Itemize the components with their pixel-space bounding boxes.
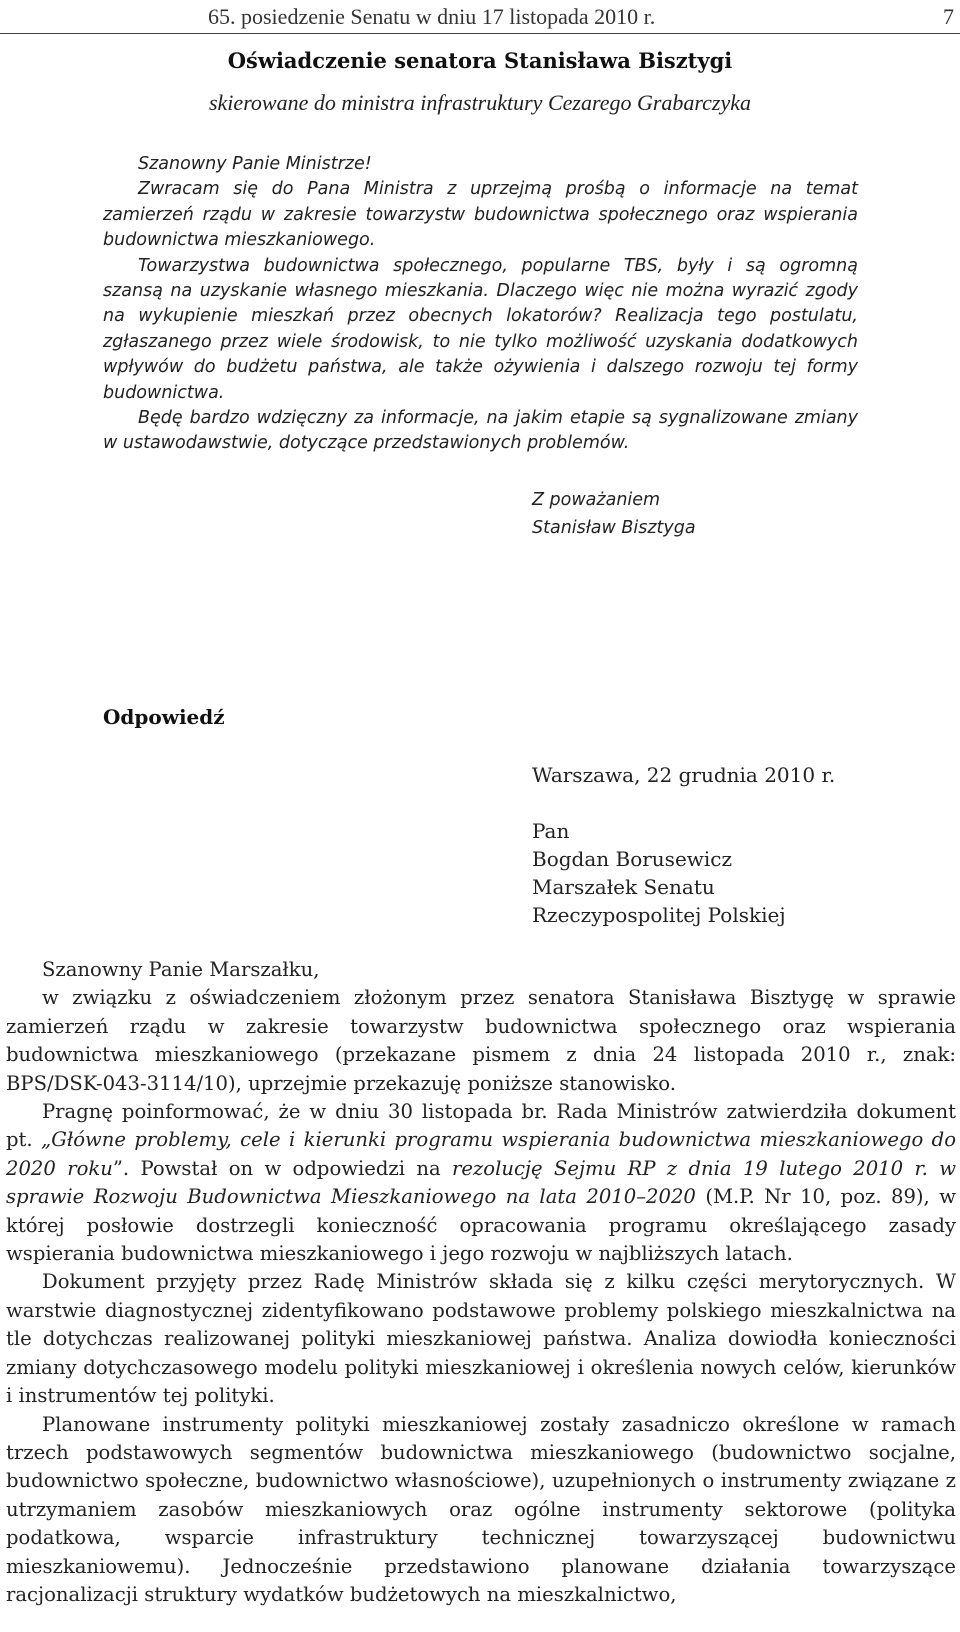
answer-date-line: Warszawa, 22 grudnia 2010 r. xyxy=(532,763,836,787)
answer-paragraph: Dokument przyjęty przez Radę Ministrów składa się z kilku części merytorycznych. W warstwie diagnostycznej zidentyfikowano podstawowe problemy polskiego mieszkalnictwa na tle dotychczas realizowanej polityki mieszkaniowej państwa. Analiza dowiodła konieczności zmiany dotychczasowego modelu polityki mieszkaniowej i określenia nowych celów, kierunków i instrumentów tej polityki. xyxy=(6,1270,956,1408)
answer-text: Pragnę poinformować, że w dniu 30 listopada br. Rada Ministrów zatwierdziła dokument pt. xyxy=(6,1100,956,1152)
page-header xyxy=(0,0,960,36)
statement-paragraph: Zwracam się do Pana Ministra z uprzejmą prośbą o informacje na temat zamierzeń rządu w zakresie towarzystw budownictwa społecznego oraz wspierania budownictwa mieszkaniowego. xyxy=(103,179,858,251)
statement-salutation: Szanowny Panie Ministrze! xyxy=(138,154,372,174)
resolution-title-italic: rezolucję Sejmu RP z dnia 19 lutego 2010 r. w sprawie Rozwoju Budownictwa Mieszkaniowego na lata 2010–2020 xyxy=(6,1156,956,1209)
header-rule xyxy=(0,33,960,34)
statement-closing: Z poważaniem xyxy=(532,490,661,510)
statement-addressee: skierowane do ministra infrastruktury Cezarego Grabarczyka xyxy=(208,90,752,115)
answer-heading: Odpowiedź xyxy=(103,705,225,729)
answer-addressee xyxy=(532,817,786,929)
answer-text: (M.P. Nr 10, poz. 89), w której posłowie dostrzegli konieczność opracowania programu określającego zasady wspierania budownictwa mieszkaniowego i jego rozwoju w najbliższych latach. xyxy=(6,1185,956,1266)
answer-text: ”. Powstał on w odpowiedzi na xyxy=(112,1156,452,1180)
statement-paragraph: Będę bardzo wdzięczny za informacje, na jakim etapie są sygnalizowane zmiany w ustawodawstwie, dotyczące przedstawionych problemów. xyxy=(103,408,858,454)
addressee-line: Marszałek Senatu xyxy=(532,875,715,899)
answer-paragraph: w związku z oświadczeniem złożonym przez senatora Stanisława Bisztygę w sprawie zamierzeń rządu w zakresie towarzystw budownictwa społecznego oraz wspierania budownictwa mieszkaniowego (przekazane pismem z dnia 24 listopada 2010 r., znak: BPS/DSK-043-3114/10), uprzejmie przekazuję poniższe stanowisko. xyxy=(6,986,956,1095)
statement-title: Oświadczenie senatora Stanisława Bisztygi xyxy=(227,48,733,73)
answer-paragraph: Planowane instrumenty polityki mieszkaniowej zostały zasadniczo określone w ramach trzech podstawowych segmentów budownictwa mieszkaniowego (budownictwo socjalne, budownictwo społeczne, budownictwo własnościowe), uzupełnionych o instrumenty związane z utrzymaniem zasobów mieszkaniowych oraz ogólne instrumenty sektorowe (polityka podatkowa, wsparcie infrastruktury technicznej towarzyszącej budownictwu mieszkaniowemu). Jednocześnie przedstawiono planowane działania towarzyszące racjonalizacji struktury wydatków budżetowych na mieszkalnictwo, xyxy=(6,1412,956,1606)
addressee-line: Rzeczypospolitej Polskiej xyxy=(532,903,786,927)
statement-body xyxy=(103,152,858,457)
statement-signature: Stanisław Bisztyga xyxy=(532,518,696,538)
header-title: 65. posiedzenie Senatu w dniu 17 listopada 2010 r. xyxy=(208,4,656,29)
answer-salutation: Szanowny Panie Marszałku, xyxy=(42,958,320,981)
answer-paragraph xyxy=(6,1098,956,1268)
answer-body xyxy=(6,956,956,1609)
page-number: 7 xyxy=(943,4,954,29)
statement-paragraph: Towarzystwa budownictwa społecznego, popularne TBS, były i są ogromną szansą na uzyskanie własnego mieszkania. Dlaczego więc nie można wyrazić zgody na wykupienie mieszkań przez obecnych lokatorów? Realizacja tego postulatu, zgłaszanego przez wiele środowisk, to nie tylko możliwość uzyskania dodatkowych wpływów do budżetu państwa, ale także ożywienia i dalszego rozwoju tej formy budownictwa. xyxy=(103,255,858,403)
addressee-line: Pan xyxy=(532,819,570,843)
statement-closing-block xyxy=(532,486,696,542)
document-title-italic: „Główne problemy, cele i kierunki programu wspierania budownictwa mieszkaniowego do 2020 roku xyxy=(6,1128,956,1180)
addressee-line: Bogdan Borusewicz xyxy=(532,847,733,871)
